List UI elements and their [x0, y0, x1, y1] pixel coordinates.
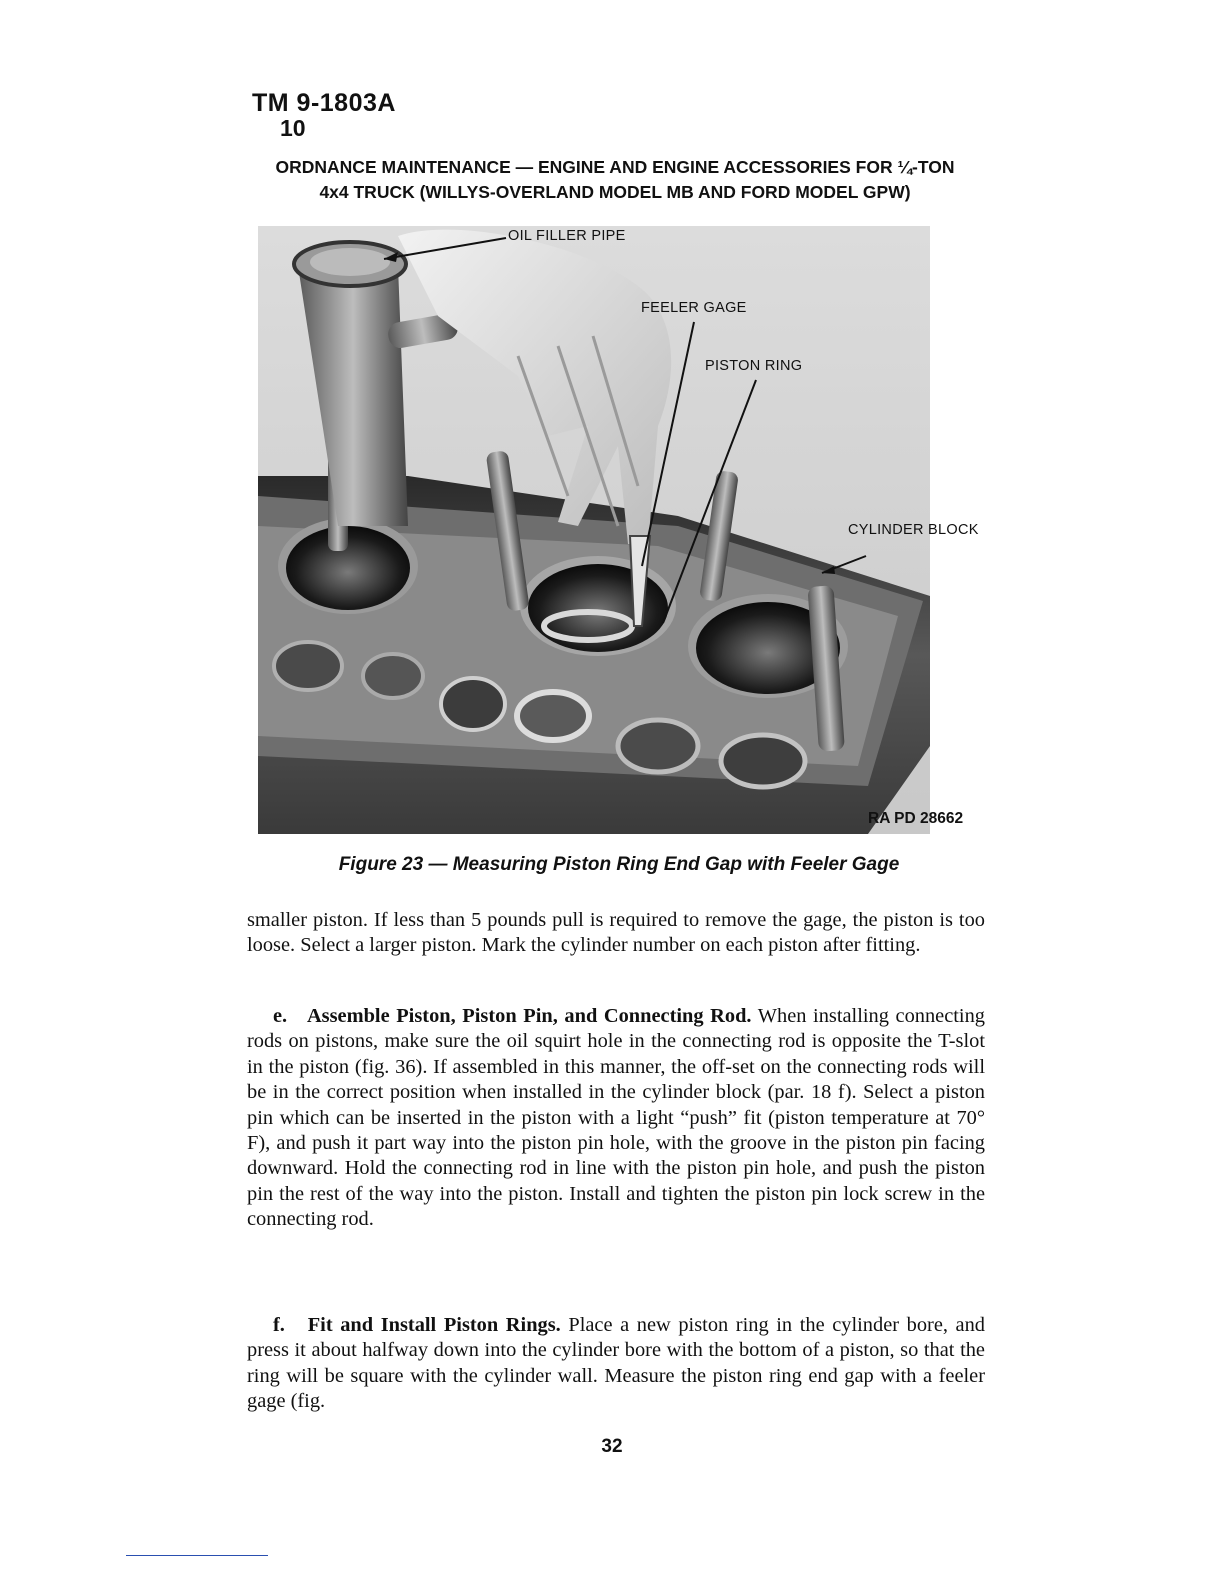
page-title-line-1: ORDNANCE MAINTENANCE — ENGINE AND ENGINE ACCESSORIES FOR ¼-TON	[275, 157, 955, 177]
paragraph-letter: f.	[273, 1314, 285, 1336]
paragraph-letter: e.	[273, 1005, 288, 1027]
manual-number: TM 9-1803A	[252, 89, 396, 117]
page-number: 32	[601, 1436, 623, 1457]
paragraph-heading: Assemble Piston, Piston Pin, and Connecting Rod.	[306, 1005, 752, 1027]
paragraph-heading: Fit and Install Piston Rings.	[307, 1314, 561, 1336]
body-paragraph-continued: smaller piston. If less than 5 pounds pull is required to remove the gage, the piston is too loose. Select a larger piston. Mark the cylinder number on each piston after fitting.	[247, 909, 985, 957]
body-paragraph-f	[247, 1313, 985, 1415]
paragraph-number: 10	[280, 115, 306, 141]
footer-rule	[126, 1555, 268, 1556]
paragraph-text: Place a new piston ring in the cylinder bore, and press it about halfway down into the cylinder bore with the bottom of a piston, so that the ring will be square with the cylinder wall. Measure the piston ring end gap with a feeler gage (fig.	[247, 1314, 986, 1413]
page-title-line-2: 4x4 TRUCK (WILLYS-OVERLAND MODEL MB AND FORD MODEL GPW)	[319, 182, 911, 202]
label-piston-ring: PISTON RING	[705, 358, 803, 374]
figure-caption: Figure 23 — Measuring Piston Ring End Gap with Feeler Gage	[338, 854, 900, 875]
label-cylinder-block: CYLINDER BLOCK	[848, 522, 979, 538]
label-oil-filler-pipe: OIL FILLER PIPE	[508, 228, 626, 244]
label-feeler-gage: FEELER GAGE	[641, 300, 747, 316]
body-paragraph-e	[247, 1004, 985, 1233]
paragraph-text: When installing connecting rods on pistons, make sure the oil squirt hole in the connecting rod is opposite the T-slot in the piston (fig. 36). If assembled in this manner, the off-set on the connecting rods will be in the correct position when installed in the cylinder block (par. 18 f). Select a piston pin which can be inserted in the piston with a light “push” fit (piston temperature at 70° F), and push it part way into the piston pin hole, with the groove in the piston pin facing downward. Hold the connecting rod in line with the piston pin hole, and push the piston pin the rest of the way into the piston. Install and tighten the piston pin lock screw in the connecting rod.	[247, 1005, 985, 1231]
photo-reference: RA PD 28662	[868, 810, 964, 827]
